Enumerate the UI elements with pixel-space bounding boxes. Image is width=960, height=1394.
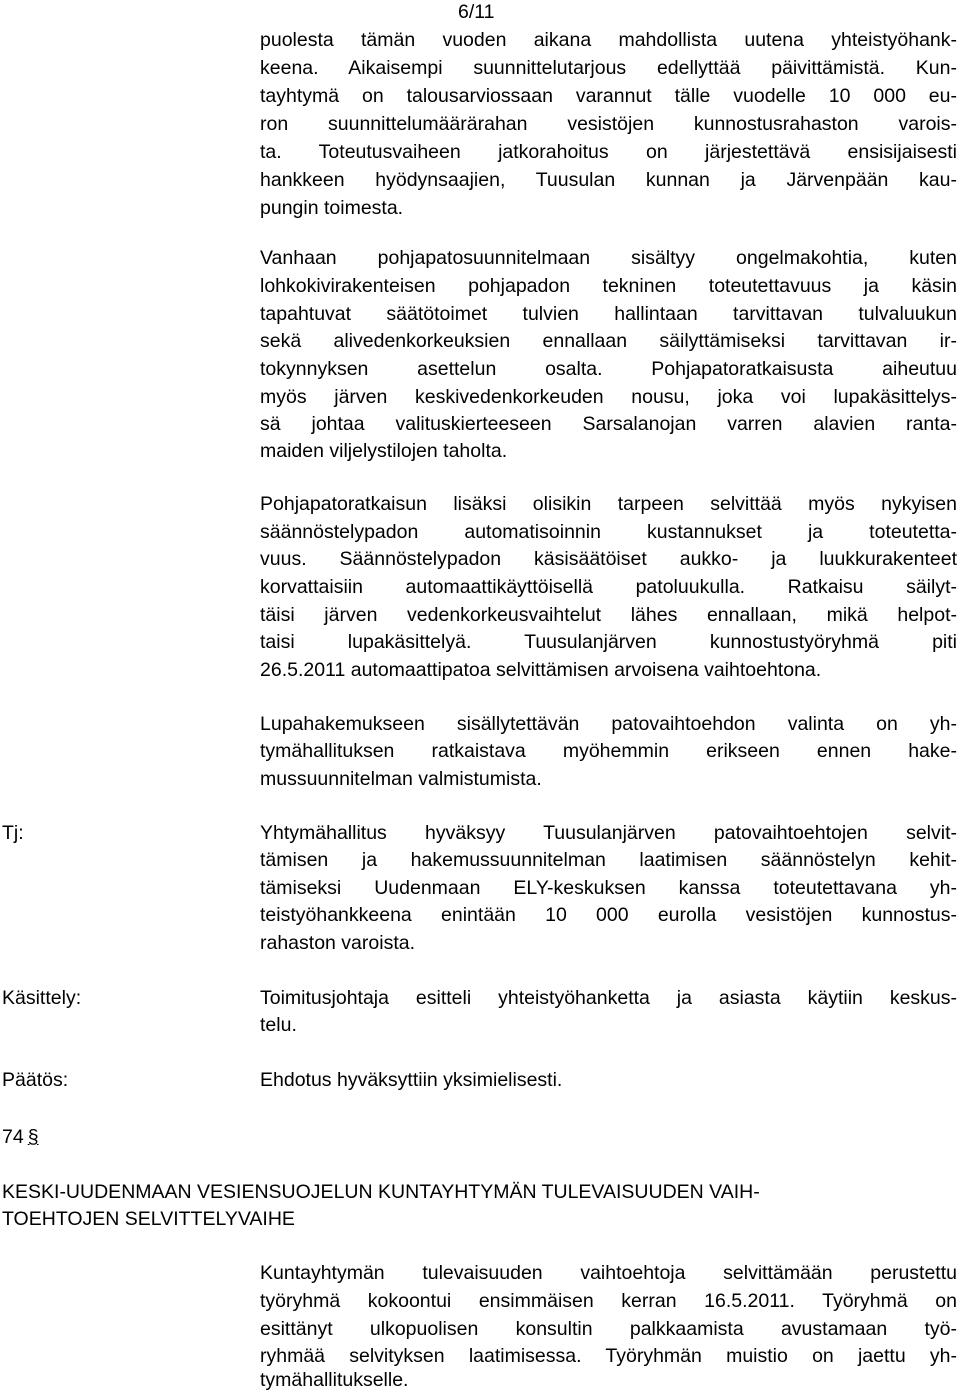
text-line: tapahtuvat säätötoimet tulvien hallintaan tarvittavan tulvaluukun bbox=[260, 303, 957, 325]
text-line: Pohjapatoratkaisun lisäksi olisikin tarpeen selvittää myös nykyisen bbox=[260, 493, 957, 515]
text-line: korvattaisiin automaattikäyttöisellä patoluukulla. Ratkaisu säilyt- bbox=[260, 576, 957, 598]
text-line: Ehdotus hyväksyttiin yksimielisesti. bbox=[260, 1069, 563, 1091]
text-line: Vanhaan pohjapatosuunnitelmaan sisältyy ongelmakohtia, kuten bbox=[260, 247, 957, 269]
text-line: 26.5.2011 automaattipatoa selvittämisen arvoisena vaihtoehtona. bbox=[260, 659, 822, 681]
text-line: tayhtymä on talousarviossaan varannut tälle vuodelle 10 000 eu- bbox=[260, 85, 957, 107]
text-line: taisi lupakäsittelyä. Tuusulanjärven kunnostustyöryhmä piti bbox=[260, 631, 957, 653]
text-line: tokynnyksen asettelun osalta. Pohjapatoratkaisusta aiheutuu bbox=[260, 358, 957, 380]
text-line: Lupahakemukseen sisällytettävän patovaihtoehdon valinta on yh- bbox=[260, 713, 957, 735]
text-line: keena. Aikaisempi suunnittelutarjous edellyttää päivittämistä. Kun- bbox=[260, 57, 957, 79]
page-number: 6/11 bbox=[458, 1, 495, 23]
text-line: vuus. Säännöstelypadon käsisäätöiset aukko- ja luukkurakenteet bbox=[260, 548, 957, 570]
text-line: tymähallitukselle. bbox=[260, 1369, 409, 1391]
text-line: työryhmä kokoontui ensimmäisen kerran 16.5.2011. Työryhmä on bbox=[260, 1290, 957, 1312]
text-line: Kuntayhtymän tulevaisuuden vaihtoehtoja selvittämään perustettu bbox=[260, 1262, 957, 1284]
text-line: säännöstelypadon automatisoinnin kustannukset ja toteutetta- bbox=[260, 521, 957, 543]
text-line: ta. Toteutusvaiheen jatkorahoitus on järjestettävä ensisijaisesti bbox=[260, 141, 957, 163]
text-line: ryhmää selvityksen laatimisessa. Työryhmän muistio on jaettu yh- bbox=[260, 1345, 957, 1367]
text-line: lohkokivirakenteisen pohjapadon tekninen toteutettavuus ja käsin bbox=[260, 275, 957, 297]
proposal-label: Tj: bbox=[2, 822, 24, 844]
text-line: esittänyt ulkopuolisen konsultin palkkaamista avustamaan työ- bbox=[260, 1318, 957, 1340]
section-number-value: 74 bbox=[2, 1126, 24, 1148]
decision-label: Päätös: bbox=[2, 1069, 69, 1091]
text-line: maiden viljelystilojen taholta. bbox=[260, 440, 508, 462]
text-line: täisi järven vedenkorkeusvaihtelut lähes ennallaan, mikä helpot- bbox=[260, 604, 957, 626]
text-line: rahaston varoista. bbox=[260, 932, 416, 954]
handling-label: Käsittely: bbox=[2, 987, 82, 1009]
text-line: tämisen ja hakemussuunnitelman laatimisen säännöstelyn kehit- bbox=[260, 849, 957, 871]
text-line: telu. bbox=[260, 1014, 297, 1036]
section-symbol: § bbox=[27, 1126, 39, 1148]
text-line: Yhtymähallitus hyväksyy Tuusulanjärven patovaihtoehtojen selvit- bbox=[260, 822, 957, 844]
text-line: tämiseksi Uudenmaan ELY-keskuksen kanssa toteutettavana yh- bbox=[260, 877, 957, 899]
section-title-line: TOEHTOJEN SELVITTELYVAIHE bbox=[2, 1208, 295, 1230]
text-line: sekä alivedenkorkeuksien ennallaan säilyttämiseksi tarvittavan ir- bbox=[260, 330, 957, 352]
text-line: hankkeen hyödynsaajien, Tuusulan kunnan ja Järvenpään kau- bbox=[260, 169, 957, 191]
text-line: teistyöhankkeena enintään 10 000 eurolla vesistöjen kunnostus- bbox=[260, 904, 957, 926]
text-line: tymähallituksen ratkaistava myöhemmin erikseen ennen hake- bbox=[260, 740, 957, 762]
text-line: pungin toimesta. bbox=[260, 197, 404, 219]
section-number bbox=[2, 1123, 39, 1151]
text-line: myös järven keskivedenkorkeuden nousu, joka voi lupakäsittelys- bbox=[260, 386, 957, 408]
text-line: ron suunnittelumäärärahan vesistöjen kunnostusrahaston varois- bbox=[260, 113, 957, 135]
text-line: sä johtaa valituskierteeseen Sarsalanojan varren alavien ranta- bbox=[260, 413, 957, 435]
text-line: puolesta tämän vuoden aikana mahdollista uutena yhteistyöhank- bbox=[260, 29, 957, 51]
text-line: mussuunnitelman valmistumista. bbox=[260, 768, 542, 790]
section-title-line: KESKI-UUDENMAAN VESIENSUOJELUN KUNTAYHTYMÄN TULEVAISUUDEN VAIH- bbox=[2, 1181, 760, 1203]
text-line: Toimitusjohtaja esitteli yhteistyöhanketta ja asiasta käytiin keskus- bbox=[260, 987, 957, 1009]
